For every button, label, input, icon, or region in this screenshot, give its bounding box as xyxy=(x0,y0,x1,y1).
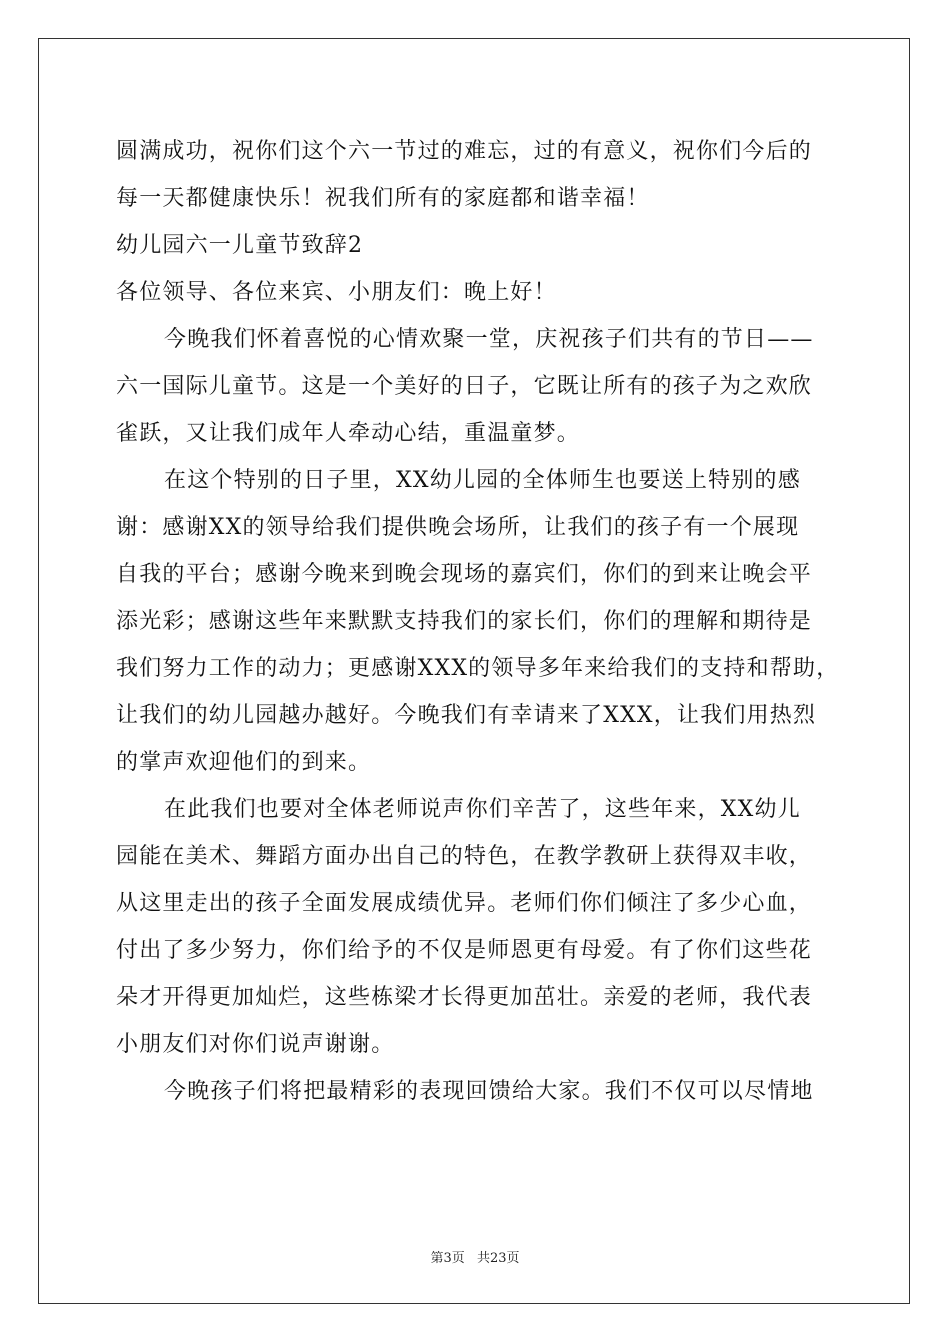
text-line: 添光彩；感谢这些年来默默支持我们的家长们，你们的理解和期待是 xyxy=(116,609,813,634)
text-line: 朵才开得更加灿烂，这些栋梁才长得更加茁壮。亲爱的老师，我代表 xyxy=(116,985,813,1010)
text-line: 今晚孩子们将把最精彩的表现回馈给大家。我们不仅可以尽情地 xyxy=(164,1079,814,1104)
text-line: 今晚我们怀着喜悦的心情欢聚一堂，庆祝孩子们共有的节日—— xyxy=(164,327,814,352)
text-line: 谢：感谢XX的领导给我们提供晚会场所，让我们的孩子有一个展现 xyxy=(116,515,800,540)
text-line: 让我们的幼儿园越办越好。今晚我们有幸请来了XXX，让我们用热烈 xyxy=(116,703,817,728)
text-line: 的掌声欢迎他们的到来。 xyxy=(116,750,372,775)
text-line: 付出了多少努力，你们给予的不仅是师恩更有母爱。有了你们这些花 xyxy=(116,938,813,963)
text-line: 我们努力工作的动力；更感谢XXX的领导多年来给我们的支持和帮助， xyxy=(116,656,840,681)
page-number: 第3页 xyxy=(430,1251,465,1266)
page-footer xyxy=(0,1247,950,1266)
text-line: 每一天都健康快乐！祝我们所有的家庭都和谐幸福！ xyxy=(116,186,650,211)
text-line: 圆满成功，祝你们这个六一节过的难忘，过的有意义，祝你们今后的 xyxy=(116,139,813,164)
page-total: 共23页 xyxy=(476,1251,520,1266)
text-line: 园能在美术、舞蹈方面办出自己的特色，在教学教研上获得双丰收， xyxy=(116,844,813,869)
text-line: 雀跃，又让我们成年人牵动心结，重温童梦。 xyxy=(116,421,581,446)
document-body xyxy=(116,128,840,1115)
text-line: 六一国际儿童节。这是一个美好的日子，它既让所有的孩子为之欢欣 xyxy=(116,374,813,399)
text-line: 从这里走出的孩子全面发展成绩优异。老师们你们倾注了多少心血， xyxy=(116,891,813,916)
text-line: 小朋友们对你们说声谢谢。 xyxy=(116,1032,395,1057)
text-line: 自我的平台；感谢今晚来到晚会现场的嘉宾们，你们的到来让晚会平 xyxy=(116,562,813,587)
text-line: 在此我们也要对全体老师说声你们辛苦了，这些年来，XX幼儿 xyxy=(164,797,801,822)
text-line: 幼儿园六一儿童节致辞2 xyxy=(116,233,364,258)
text-line: 各位领导、各位来宾、小朋友们：晚上好！ xyxy=(116,280,557,305)
text-line: 在这个特别的日子里，XX幼儿园的全体师生也要送上特别的感 xyxy=(164,468,801,493)
